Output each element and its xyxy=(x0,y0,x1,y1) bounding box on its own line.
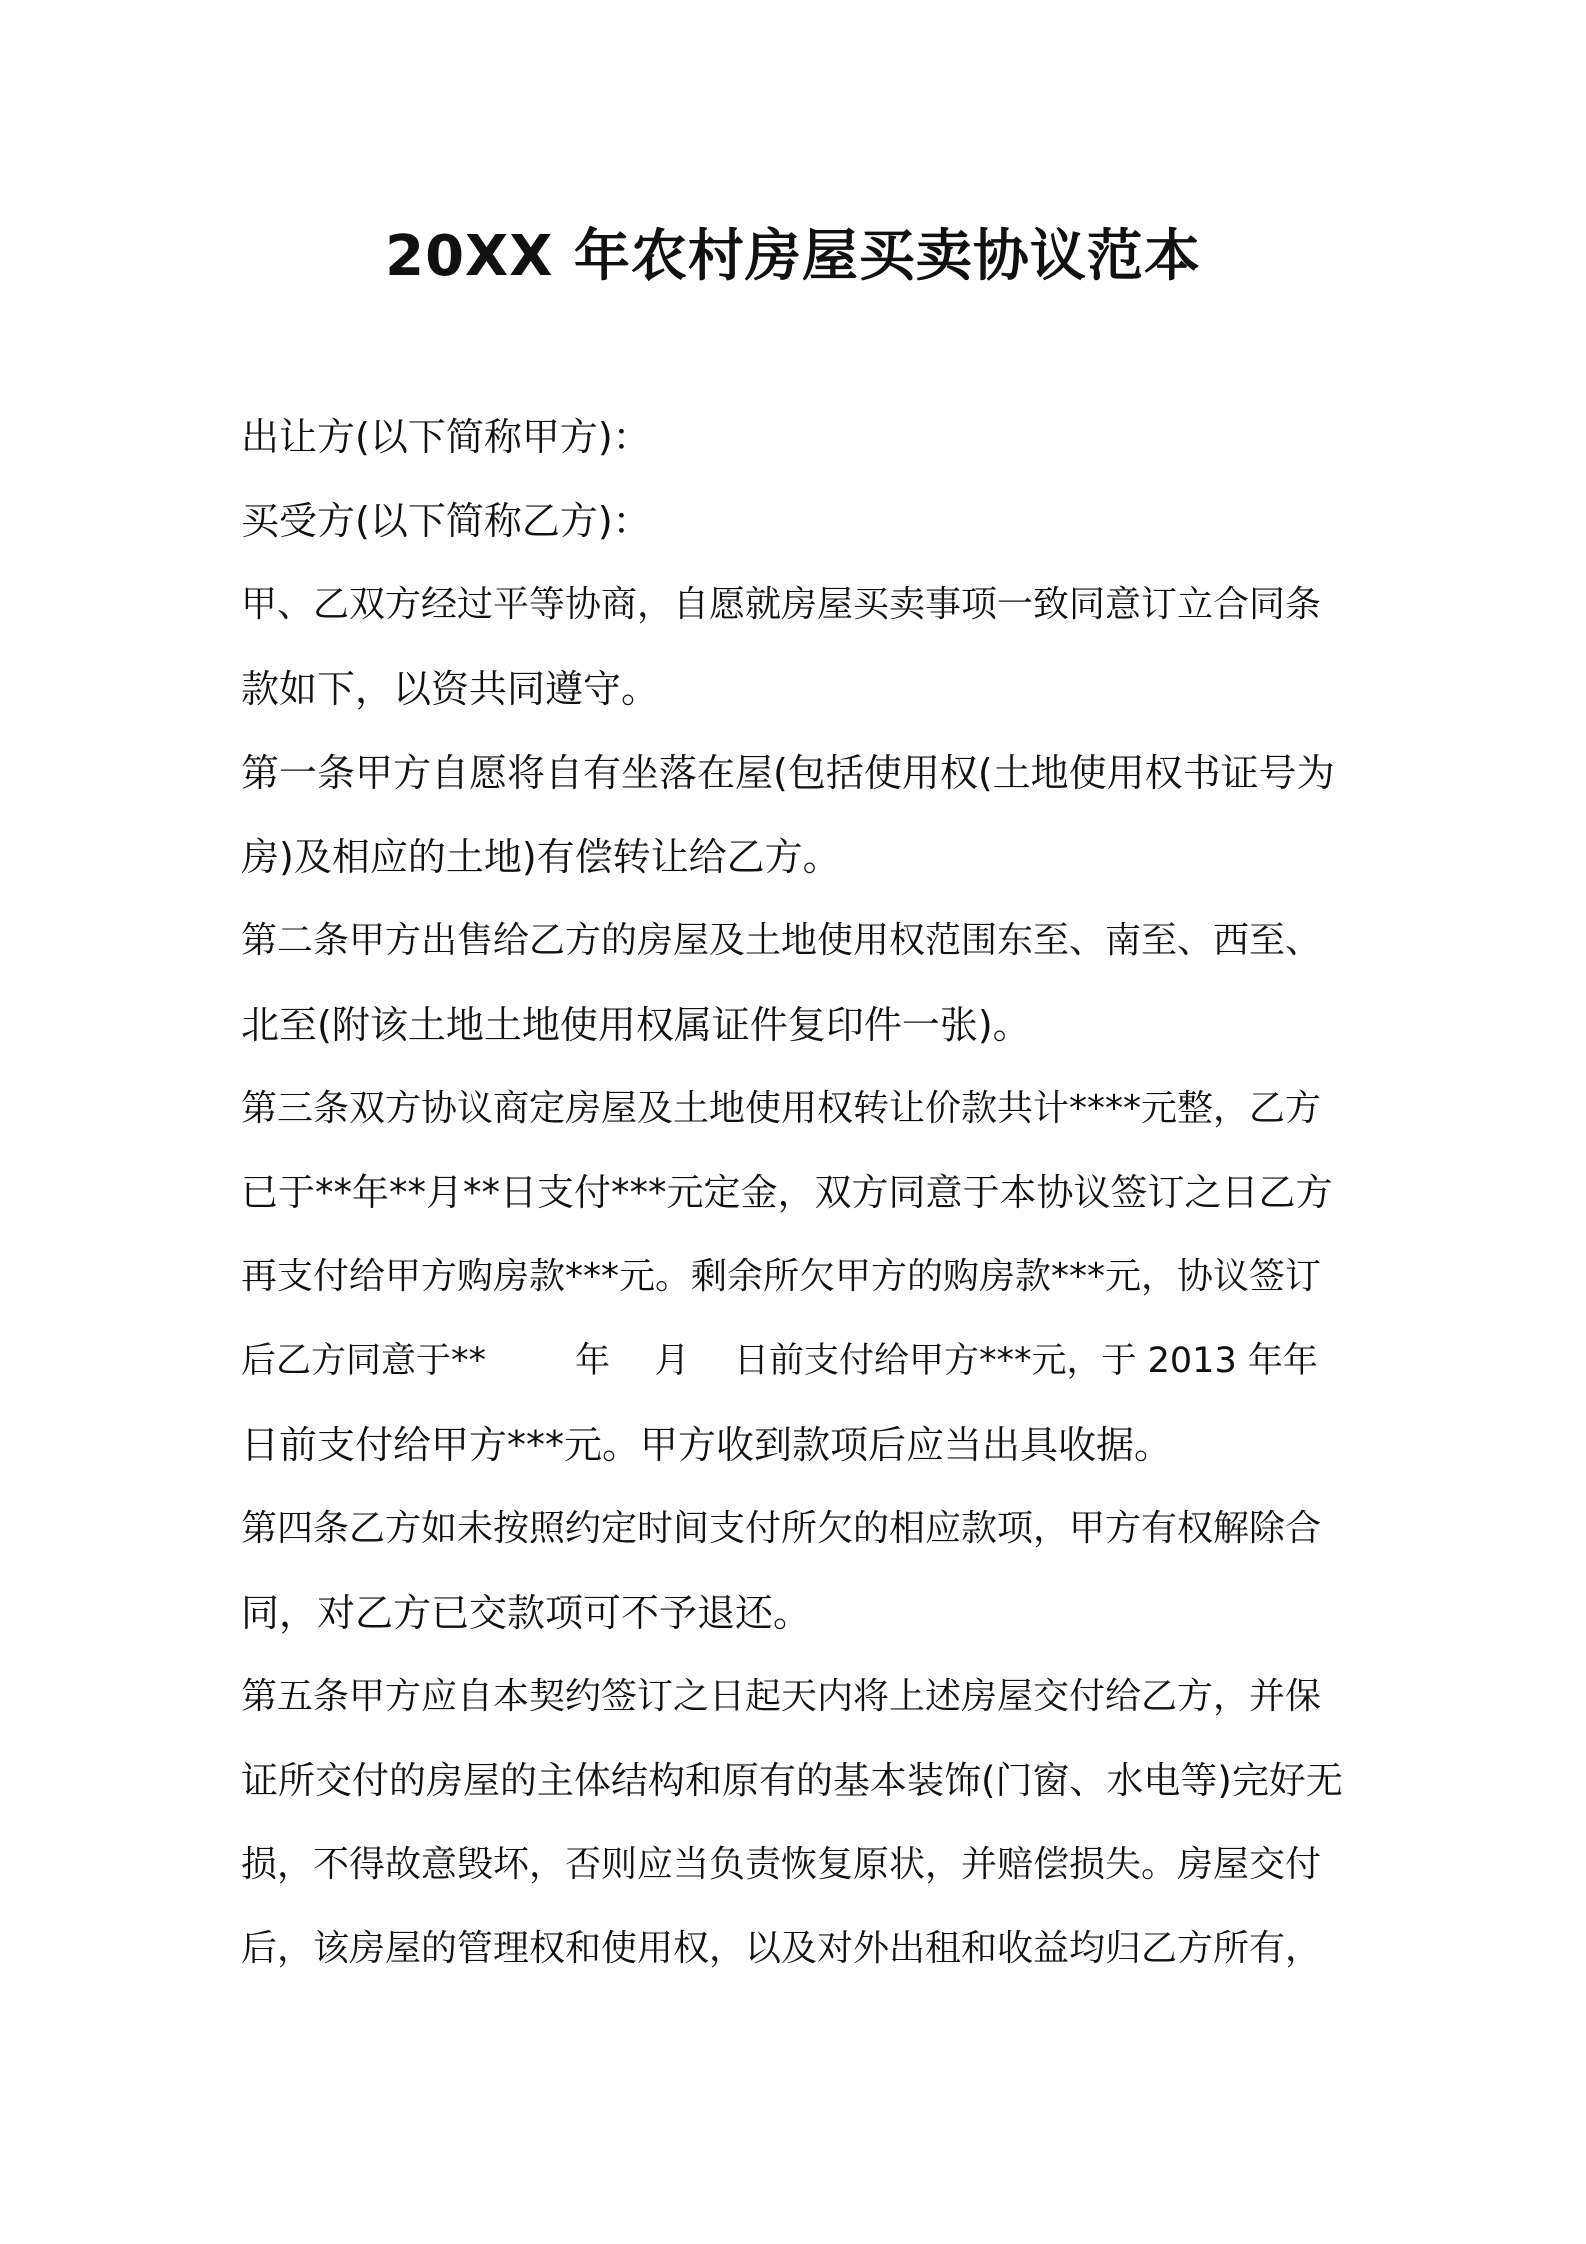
text-line: 日前支付给甲方***元。甲方收到款项后应当出具收据。 xyxy=(241,1423,1173,1467)
text-line: 房)及相应的土地)有偿转让给乙方。 xyxy=(241,835,841,879)
text-line: 第五条甲方应自本契约签订之日起天内将上述房屋交付给乙方，并保 xyxy=(241,1676,1322,1717)
text-line: 后乙方同意于** 年 月 日前支付给甲方***元，于 2013 年年 xyxy=(241,1341,1318,1381)
text-line: 第三条双方协议商定房屋及土地使用权转让价款共计****元整，乙方 xyxy=(241,1088,1322,1129)
text-line: 甲、乙双方经过平等协商，自愿就房屋买卖事项一致同意订立合同条 xyxy=(241,584,1322,625)
text-line: 买受方(以下简称乙方)： xyxy=(241,499,651,543)
document-title: 20XX 年农村房屋买卖协议范本 xyxy=(385,224,1201,289)
text-line: 再支付给甲方购房款***元。剩余所欠甲方的购房款***元，协议签订 xyxy=(241,1256,1322,1297)
text-line: 证所交付的房屋的主体结构和原有的基本装饰(门窗、水电等)完好无 xyxy=(241,1759,1343,1802)
text-line: 第四条乙方如未按照约定时间支付所欠的相应款项，甲方有权解除合 xyxy=(241,1508,1322,1549)
text-line: 出让方(以下简称甲方)： xyxy=(241,415,651,459)
text-line: 第二条甲方出售给乙方的房屋及土地使用权范围东至、南至、西至、 xyxy=(241,920,1322,961)
text-line: 第一条甲方自愿将自有坐落在屋(包括使用权(土地使用权书证号为 xyxy=(241,751,1335,795)
text-line: 已于**年**月**日支付***元定金，双方同意于本协议签订之日乙方 xyxy=(241,1171,1333,1214)
text-line: 北至(附该土地土地使用权属证件复印件一张)。 xyxy=(241,1003,1031,1047)
text-line: 后，该房屋的管理权和使用权，以及对外出租和收益均归乙方所有， xyxy=(241,1928,1322,1969)
text-line: 损，不得故意毁坏，否则应当负责恢复原状，并赔偿损失。房屋交付 xyxy=(241,1844,1322,1885)
text-line: 款如下，以资共同遵守。 xyxy=(241,667,660,711)
text-line: 同，对乙方已交款项可不予退还。 xyxy=(241,1591,812,1635)
